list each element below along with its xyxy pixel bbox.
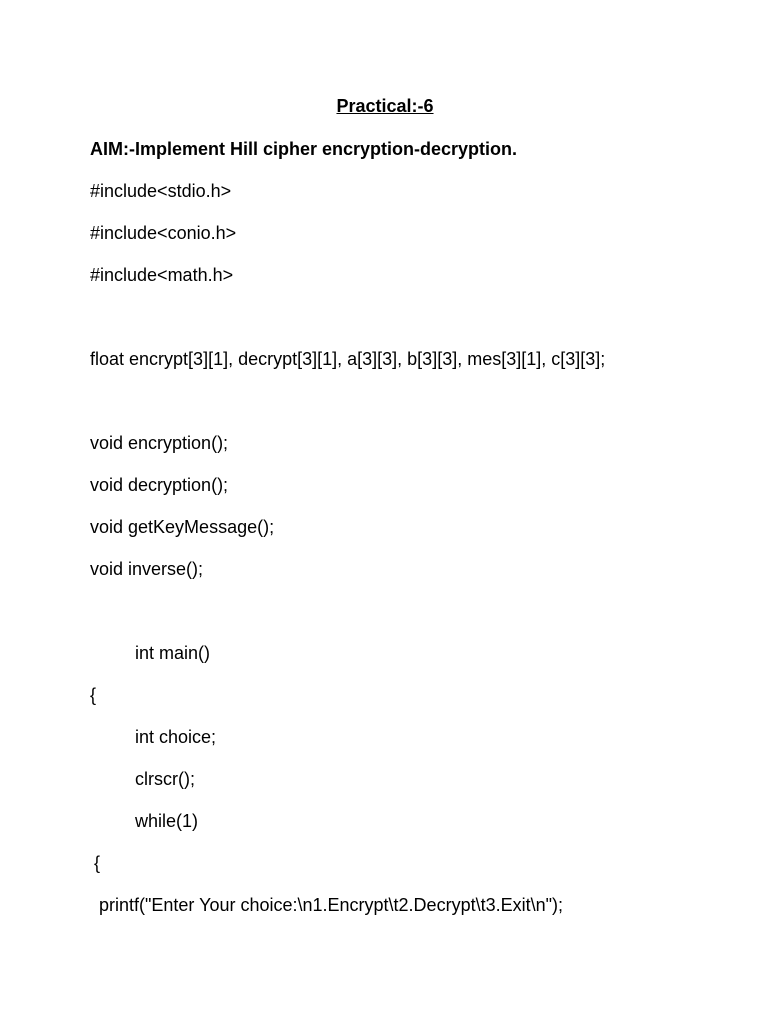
clrscr-call: clrscr(); bbox=[135, 769, 195, 789]
aim-heading: AIM:-Implement Hill cipher encryption-decryption. bbox=[90, 139, 518, 159]
prototype-encryption: void encryption(); bbox=[90, 433, 229, 453]
include-conio: #include<conio.h> bbox=[90, 223, 237, 243]
include-stdio: #include<stdio.h> bbox=[90, 181, 232, 201]
prototype-decryption: void decryption(); bbox=[90, 475, 229, 495]
open-brace-while: { bbox=[94, 853, 101, 873]
include-math: #include<math.h> bbox=[90, 265, 234, 285]
open-brace-main: { bbox=[90, 685, 97, 705]
page-title-text: Practical:-6 bbox=[336, 96, 434, 116]
while-loop: while(1) bbox=[135, 811, 199, 831]
prototype-getkeymessage: void getKeyMessage(); bbox=[90, 517, 275, 537]
page-title bbox=[0, 95, 768, 117]
variable-declarations: float encrypt[3][1], decrypt[3][1], a[3][3], b[3][3], mes[3][1], c[3][3]; bbox=[90, 349, 606, 369]
prototype-inverse: void inverse(); bbox=[90, 559, 204, 579]
printf-menu-line: printf("Enter Your choice:\n1.Encrypt\t2.Decrypt\t3.Exit\n"); bbox=[99, 895, 563, 915]
declare-choice: int choice; bbox=[135, 727, 217, 747]
main-signature: int main() bbox=[135, 643, 211, 663]
